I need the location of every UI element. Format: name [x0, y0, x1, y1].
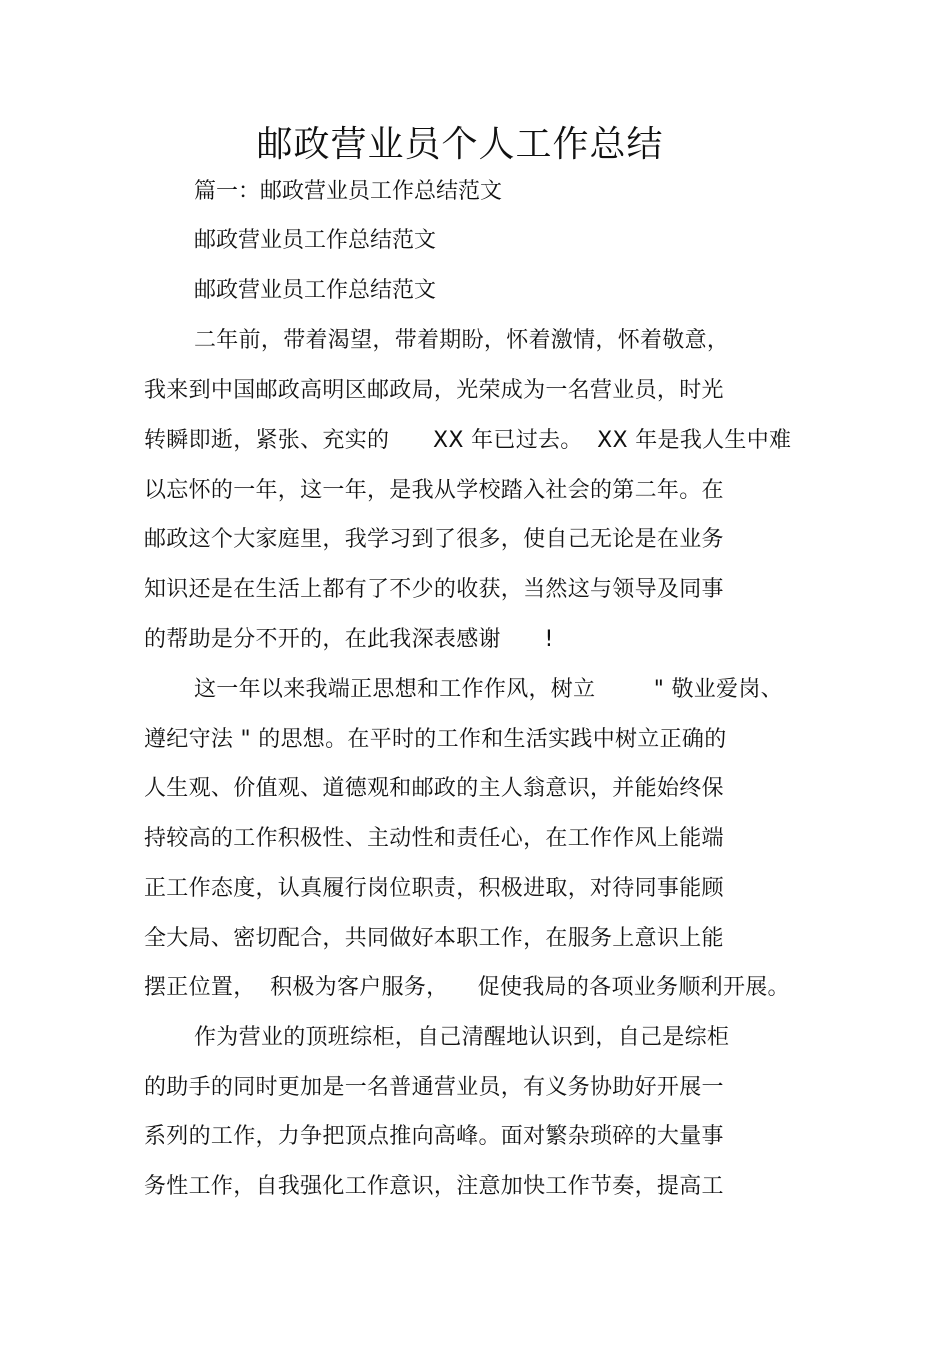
- paragraph-1-line-6: 知识还是在生活上都有了不少的收获，当然这与领导及同事: [144, 577, 724, 602]
- paragraph-2-line-7: 摆正位置， 积极为客户服务， 促使我局的各项业务顺利开展。: [144, 975, 790, 1000]
- paragraph-2-line-1: 这一年以来我端正思想和工作作风，树立 " 敬业爱岗、: [194, 677, 783, 702]
- paragraph-1-line-7: 的帮助是分不开的，在此我深表感谢 !: [144, 627, 554, 652]
- section-heading-3: 邮政营业员工作总结范文: [194, 278, 437, 303]
- paragraph-3-line-3: 系列的工作，力争把顶点推向高峰。面对繁杂琐碎的大量事: [144, 1124, 724, 1149]
- paragraph-3-line-1: 作为营业的顶班综柜，自己清醒地认识到，自己是综柜: [194, 1025, 730, 1050]
- paragraph-3-line-2: 的助手的同时更加是一名普通营业员，有义务协助好开展一: [144, 1075, 724, 1100]
- paragraph-1-line-1: 二年前，带着渴望，带着期盼，怀着激情，怀着敬意，: [194, 328, 730, 353]
- paragraph-2-line-5: 正工作态度，认真履行岗位职责，积极进取，对待同事能顾: [144, 876, 724, 901]
- paragraph-1-line-4: 以忘怀的一年，这一年，是我从学校踏入社会的第二年。在: [144, 478, 724, 503]
- section-heading-2: 邮政营业员工作总结范文: [194, 228, 437, 253]
- paragraph-2-line-2: 遵纪守法 " 的思想。在平时的工作和生活实践中树立正确的: [144, 727, 727, 752]
- paragraph-2-line-6: 全大局、密切配合，共同做好本职工作，在服务上意识上能: [144, 926, 724, 951]
- document-title: 邮政营业员个人工作总结: [256, 124, 664, 165]
- section-heading-1: 篇一：邮政营业员工作总结范文: [194, 179, 503, 204]
- paragraph-2-line-4: 持较高的工作积极性、主动性和责任心，在工作作风上能端: [144, 826, 724, 851]
- paragraph-3-line-4: 务性工作，自我强化工作意识，注意加快工作节奏，提高工: [144, 1174, 724, 1199]
- paragraph-1-line-3: 转瞬即逝，紧张、充实的 XX 年已过去。 XX 年是我人生中难: [144, 428, 792, 453]
- paragraph-1-line-2: 我来到中国邮政高明区邮政局，光荣成为一名营业员，时光: [144, 378, 724, 403]
- paragraph-1-line-5: 邮政这个大家庭里，我学习到了很多，使自己无论是在业务: [144, 527, 724, 552]
- paragraph-2-line-3: 人生观、价值观、道德观和邮政的主人翁意识，并能始终保: [144, 776, 724, 801]
